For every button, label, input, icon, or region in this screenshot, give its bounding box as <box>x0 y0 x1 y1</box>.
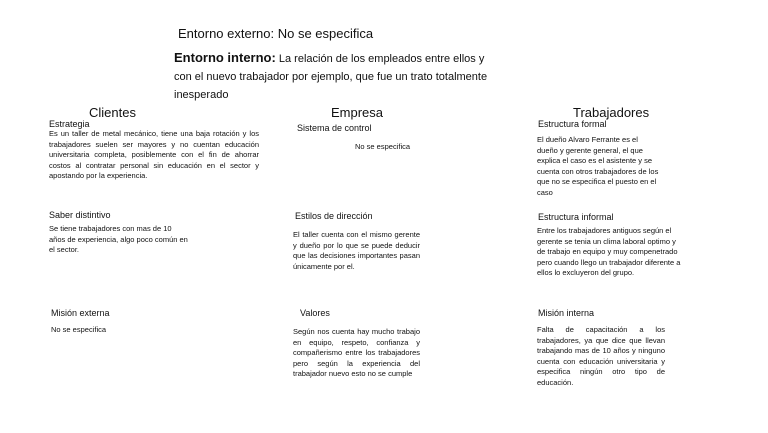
entorno-externo: Entorno externo: No se especifica <box>178 26 374 41</box>
saber-distintivo-label: Saber distintivo <box>49 210 111 220</box>
mision-interna-label: Misión interna <box>538 308 595 318</box>
valores-text: Según nos cuenta hay mucho trabajo en equipo, respeto, confianza y compañerismo entre los trabajadores pero según la experiencia del trabajador nuevo esto no se cumple <box>293 327 420 378</box>
clientes-title: Clientes <box>89 105 136 120</box>
mision-interna-text: Falta de capacitación a los trabajadores, ya que dice que llevan trabajando mas de 10 años y ninguno cuenta con educación universitaria y especifica ningún otro tipo de educación. <box>537 325 665 387</box>
entorno-interno <box>174 49 504 103</box>
entorno-interno-label: Entorno interno: <box>174 50 276 65</box>
mision-externa-text: No se especifica <box>51 325 107 334</box>
estilos-direccion-label: Estilos de dirección <box>295 211 373 221</box>
sistema-control-text: No se especifica <box>355 142 411 151</box>
saber-distintivo-text: Se tiene trabajadores con mas de 10 años de experiencia, algo poco común en el sector. <box>49 224 188 254</box>
estructura-formal-text: El dueño Alvaro Ferrante es el dueño y gerente general, el que explica el caso es el asistente y se cuenta con otros trabajadores de los que no se especifica el puesto en el caso <box>537 135 659 197</box>
estrategia-text: Es un taller de metal mecánico, tiene una baja rotación y los trabajadores suelen ser mayores y no cuentan educación universitaria completa, posiblemente con el fin de ahorrar costos al contratar personal sin educación en el sector y apostando por la experiencia. <box>49 129 259 180</box>
estructura-informal-label: Estructura informal <box>538 212 614 222</box>
estrategia-label: Estrategia <box>49 119 90 129</box>
valores-label: Valores <box>300 308 330 318</box>
sistema-control-label: Sistema de control <box>297 123 372 133</box>
estructura-formal-label: Estructura formal <box>538 119 607 129</box>
estilos-direccion-text: El taller cuenta con el mismo gerente y dueño por lo que se puede deducir que las decisiones importantes pasan únicamente por el. <box>293 230 420 271</box>
entorno-interno-text: La relación de los empleados entre ellos y con el nuevo trabajador por ejemplo, que fue un trato totalmente inesperado <box>174 53 488 101</box>
trabajadores-title: Trabajadores <box>573 105 650 120</box>
estructura-informal-text: Entre los trabajadores antiguos según el gerente se tenia un clima laboral optimo y de trabajo en equipo y muy compenetrado pero cuando llego un trabajador diferente a ellos lo excluyeron del grupo. <box>537 226 681 277</box>
empresa-title: Empresa <box>331 105 384 120</box>
mision-externa-label: Misión externa <box>51 308 110 318</box>
